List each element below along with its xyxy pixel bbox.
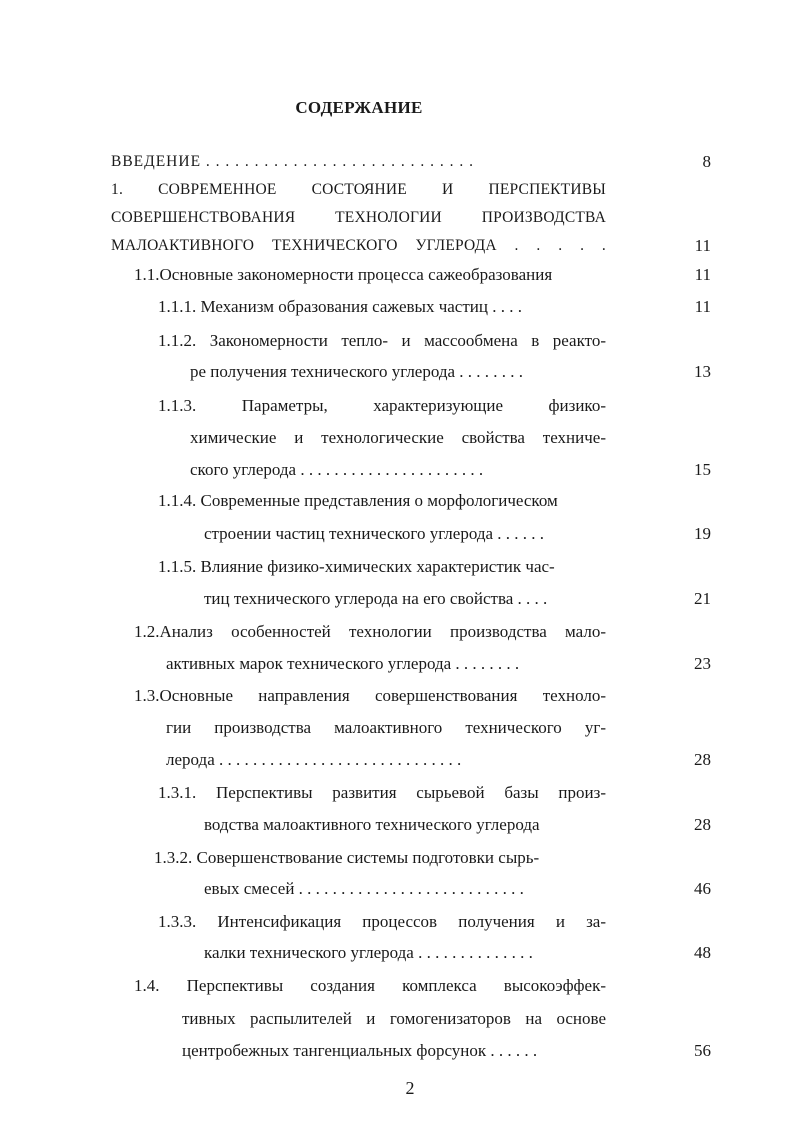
- toc-page-1-2: 23: [694, 654, 711, 673]
- toc-page-1-1-2: 13: [694, 362, 711, 381]
- toc-entry-1-3-2-line2: евых смесей . . . . . . . . . . . . . . . . . . . . . . . . . . .: [204, 879, 524, 898]
- toc-page-1-1-5: 21: [694, 589, 711, 608]
- toc-entry-1-1-2-line1: 1.1.2. Закономерности тепло- и массообмена в реакто-: [158, 331, 606, 350]
- toc-page-1-1-4: 19: [694, 524, 711, 543]
- toc-entry-1-3-2-line1: 1.3.2. Совершенствование системы подготовки сырь-: [154, 848, 540, 867]
- page-number: 2: [405, 1078, 415, 1098]
- toc-entry-1-4-line2: тивных распылителей и гомогенизаторов на основе: [182, 1009, 606, 1028]
- toc-entry-1-1-5-line1: 1.1.5. Влияние физико-химических характеристик час-: [158, 557, 555, 576]
- toc-entry-ch1-line3: МАЛОАКТИВНОГО ТЕХНИЧЕСКОГО УГЛЕРОДА . . . . .: [111, 237, 606, 254]
- toc-page-1-3-2: 46: [694, 879, 711, 898]
- toc-page-1-1: 11: [694, 265, 711, 284]
- toc-entry-1-1-5-line2: тиц технического углерода на его свойства . . . .: [204, 589, 548, 608]
- toc-entry-1-3-3-line1: 1.3.3. Интенсификация процессов получения и за-: [158, 912, 606, 931]
- toc-entry-ch1-line1: 1. СОВРЕМЕННОЕ СОСТОЯНИЕ И ПЕРСПЕКТИВЫ: [111, 181, 606, 198]
- toc-entry-1-1-1: 1.1.1. Механизм образования сажевых частиц . . . .: [158, 297, 522, 316]
- toc-entry-1-1-3-line2: химические и технологические свойства техниче-: [190, 428, 606, 447]
- toc-entry-1-1-3-line3: ского углерода . . . . . . . . . . . . . . . . . . . . . .: [190, 460, 484, 479]
- page-title: СОДЕРЖАНИЕ: [295, 98, 423, 117]
- toc-page-1-1-1: 11: [694, 297, 711, 316]
- toc-page-ch1: 11: [694, 236, 711, 255]
- toc-page-1-1-3: 15: [694, 460, 711, 479]
- toc-page-1-3-1: 28: [694, 815, 711, 834]
- toc-entry-1-2-line1: 1.2.Анализ особенностей технологии производства мало-: [134, 622, 606, 641]
- toc-page-1-3: 28: [694, 750, 711, 769]
- toc-entry-1-3-3-line2: калки технического углерода . . . . . . . . . . . . . .: [204, 943, 533, 962]
- toc-entry-1-4-line1: 1.4. Перспективы создания комплекса высокоэффек-: [134, 976, 606, 995]
- toc-entry-1-1: 1.1.Основные закономерности процесса сажеобразования: [134, 265, 553, 284]
- toc-page-1-3-3: 48: [694, 943, 711, 962]
- toc-entry-1-3-1-line2: водства малоактивного технического углерода: [204, 815, 540, 834]
- toc-entry-1-3-line1: 1.3.Основные направления совершенствования техноло-: [134, 686, 606, 705]
- toc-entry-1-3-line3: лерода . . . . . . . . . . . . . . . . . . . . . . . . . . . . .: [166, 750, 462, 769]
- toc-entry-1-3-line2: гии производства малоактивного технического уг-: [166, 718, 606, 737]
- toc-entry-1-1-4-line1: 1.1.4. Современные представления о морфологическом: [158, 491, 558, 510]
- toc-entry-1-1-4-line2: строении частиц технического углерода . . . . . .: [204, 524, 545, 543]
- toc-entry-intro: ВВЕДЕНИЕ . . . . . . . . . . . . . . . . . . . . . . . . . . . .: [111, 153, 475, 170]
- toc-page-intro: 8: [702, 152, 711, 171]
- toc-entry-1-3-1-line1: 1.3.1. Перспективы развития сырьевой базы произ-: [158, 783, 606, 802]
- toc-entry-ch1-line2: СОВЕРШЕНСТВОВАНИЯ ТЕХНОЛОГИИ ПРОИЗВОДСТВА: [111, 209, 606, 226]
- toc-entry-1-1-3-line1: 1.1.3. Параметры, характеризующие физико-: [158, 396, 606, 415]
- toc-entry-1-4-line3: центробежных тангенциальных форсунок . . . . . .: [182, 1041, 538, 1060]
- toc-entry-1-1-2-line2: ре получения технического углерода . . . . . . . .: [190, 362, 524, 381]
- toc-entry-1-2-line2: активных марок технического углерода . . . . . . . .: [166, 654, 520, 673]
- toc-page-1-4: 56: [694, 1041, 711, 1060]
